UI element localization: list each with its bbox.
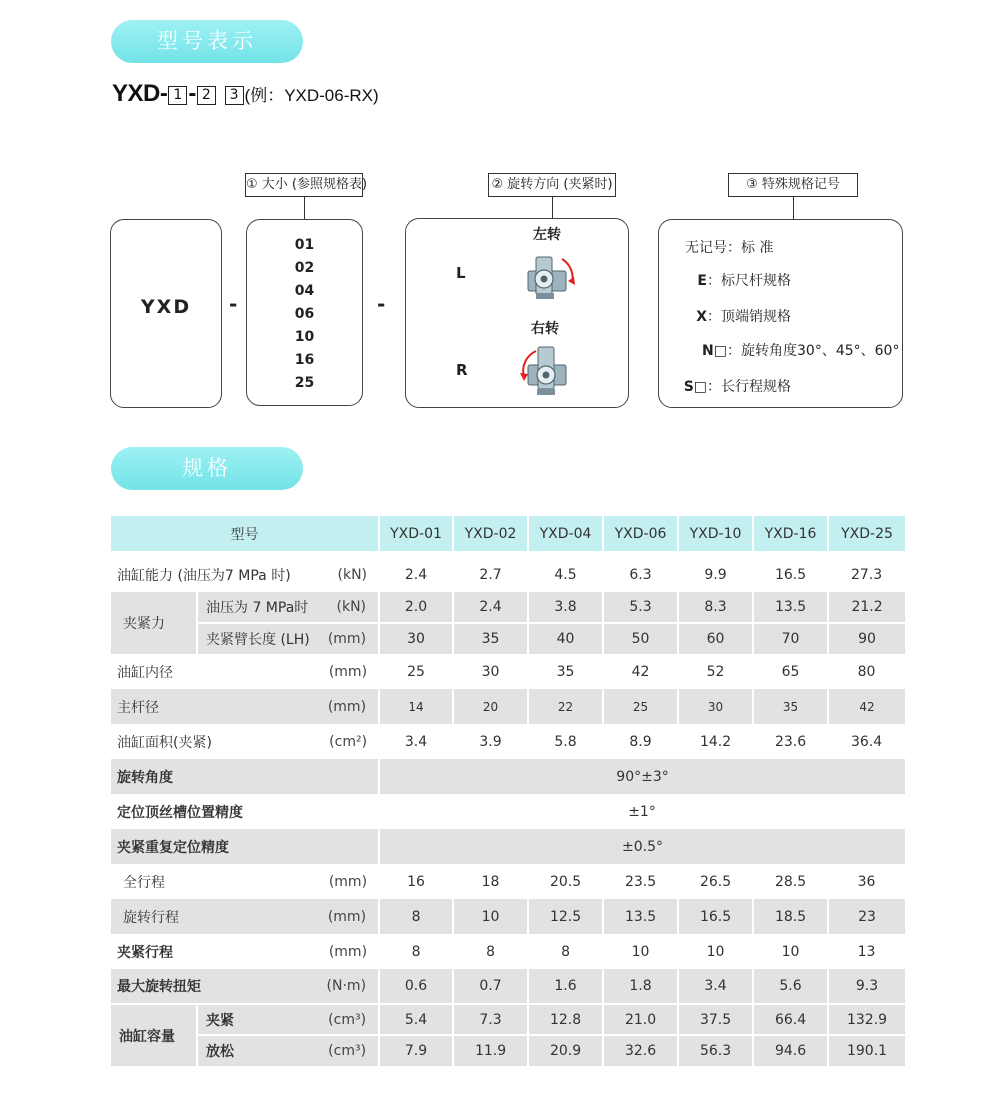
left-turn-clamp-icon bbox=[518, 249, 580, 301]
cell: 2.4 bbox=[404, 566, 428, 583]
cell: 13.5 bbox=[753, 592, 828, 623]
cell: 9.3 bbox=[828, 969, 905, 1004]
row-label: 旋转行程 bbox=[111, 899, 325, 934]
section-title-model: 型号表示 bbox=[111, 20, 303, 63]
cell: 35 bbox=[753, 689, 828, 724]
table-row bbox=[111, 592, 905, 623]
table-row bbox=[111, 969, 905, 1004]
label-rotation: ② 旋转方向 (夹紧时) bbox=[488, 173, 616, 197]
cell: 66.4 bbox=[753, 1004, 828, 1035]
row-unit: (mm) bbox=[325, 899, 379, 934]
cell: 56.3 bbox=[678, 1035, 753, 1066]
cell: 20 bbox=[453, 689, 528, 724]
code-box-3: 3 bbox=[225, 86, 244, 105]
cell: 14 bbox=[379, 689, 453, 724]
row-group-label: 夹紧力 bbox=[111, 592, 197, 654]
cell: 190.1 bbox=[828, 1035, 905, 1066]
cell: 26.5 bbox=[699, 873, 732, 890]
cell: 30 bbox=[379, 623, 453, 654]
cell: 1.6 bbox=[528, 969, 603, 1004]
row-label: 全行程 bbox=[123, 874, 165, 891]
cell: 23.5 bbox=[624, 873, 657, 890]
row-unit: (mm) bbox=[328, 943, 368, 960]
cell: 13 bbox=[857, 943, 876, 960]
cell: 36.4 bbox=[850, 733, 883, 750]
spec-table bbox=[111, 516, 905, 1066]
cell: 132.9 bbox=[828, 1004, 905, 1035]
row-label: 放松 bbox=[197, 1035, 325, 1066]
special-key: S□ bbox=[683, 379, 707, 395]
row-label: 夹紧重复定位精度 bbox=[111, 829, 379, 864]
cell: 12.8 bbox=[528, 1004, 603, 1035]
special-value: ：旋转角度30°、45°、60° bbox=[727, 343, 900, 359]
header-model: YXD-25 bbox=[828, 516, 905, 551]
header-model: YXD-10 bbox=[678, 516, 753, 551]
special-value: ：顶端销规格 bbox=[707, 309, 791, 325]
cell: 40 bbox=[528, 623, 603, 654]
row-unit: (cm²) bbox=[329, 733, 368, 750]
cell-merged: ±0.5° bbox=[379, 829, 905, 864]
cell: 16.5 bbox=[678, 899, 753, 934]
cell: 37.5 bbox=[678, 1004, 753, 1035]
cell: 3.8 bbox=[528, 592, 603, 623]
connector-size bbox=[304, 197, 305, 219]
row-label: 油缸面积(夹紧) bbox=[117, 734, 212, 751]
cell: 3.4 bbox=[404, 733, 428, 750]
code-prefix: YXD- bbox=[112, 80, 168, 107]
cell: 60 bbox=[678, 623, 753, 654]
cell: 0.7 bbox=[453, 969, 528, 1004]
cell-merged: 90°±3° bbox=[379, 759, 905, 794]
row-unit: (mm) bbox=[328, 873, 368, 890]
cell: 70 bbox=[753, 623, 828, 654]
yxd-label: YXD bbox=[140, 296, 192, 318]
cell: 8 bbox=[379, 899, 453, 934]
table-header-row bbox=[111, 516, 905, 551]
cell: 12.5 bbox=[528, 899, 603, 934]
table-row bbox=[111, 724, 905, 759]
section-title-spec: 规格 bbox=[111, 447, 303, 490]
table-row bbox=[111, 829, 905, 864]
cell: 65 bbox=[781, 663, 800, 680]
cell: 6.3 bbox=[629, 566, 652, 583]
size-item: 04 bbox=[294, 283, 315, 299]
row-label: 油缸内径 bbox=[117, 664, 173, 681]
special-key: 无记号 bbox=[685, 240, 727, 256]
size-item: 25 bbox=[294, 375, 315, 391]
cell: 5.8 bbox=[554, 733, 577, 750]
cell: 8 bbox=[411, 943, 421, 960]
cell: 4.5 bbox=[554, 566, 577, 583]
cell: 10 bbox=[453, 899, 528, 934]
size-item: 10 bbox=[294, 329, 315, 345]
table-row bbox=[111, 1035, 905, 1066]
code-box-2: 2 bbox=[197, 86, 216, 105]
cell: 23.6 bbox=[774, 733, 807, 750]
header-model-label: 型号 bbox=[111, 516, 379, 551]
special-key: X bbox=[696, 309, 707, 325]
row-unit: (kN) bbox=[325, 592, 379, 623]
header-model: YXD-01 bbox=[379, 516, 453, 551]
rotation-box bbox=[405, 218, 629, 408]
special-key: E bbox=[697, 273, 707, 289]
cell: 35 bbox=[453, 623, 528, 654]
cell: 10 bbox=[631, 943, 650, 960]
cell: 3.9 bbox=[479, 733, 502, 750]
cell: 50 bbox=[603, 623, 678, 654]
table-row bbox=[111, 1004, 905, 1035]
row-label: 最大旋转扭矩 bbox=[111, 969, 325, 1004]
row-label: 定位顶丝槽位置精度 bbox=[117, 804, 243, 821]
row-unit: (cm³) bbox=[325, 1004, 379, 1035]
cell: 11.9 bbox=[453, 1035, 528, 1066]
cell: 8 bbox=[561, 943, 570, 960]
size-item: 16 bbox=[294, 352, 315, 368]
table-row bbox=[111, 654, 905, 689]
cell-merged: ±1° bbox=[628, 803, 656, 820]
cell: 5.4 bbox=[379, 1004, 453, 1035]
model-code-line bbox=[112, 80, 379, 108]
cell: 90 bbox=[828, 623, 905, 654]
header-model: YXD-04 bbox=[528, 516, 603, 551]
special-value: ：长行程规格 bbox=[707, 379, 791, 395]
row-label: 油压为 7 MPa时 bbox=[197, 592, 325, 623]
row-unit: (cm³) bbox=[325, 1035, 379, 1066]
cell: 32.6 bbox=[603, 1035, 678, 1066]
size-item: 02 bbox=[294, 260, 315, 276]
right-turn-label: 右转 bbox=[531, 321, 559, 337]
cell: 13.5 bbox=[603, 899, 678, 934]
cell: 8.3 bbox=[678, 592, 753, 623]
cell: 52 bbox=[706, 663, 725, 680]
special-value: ：标尺杆规格 bbox=[707, 273, 791, 289]
row-unit: (N·m) bbox=[325, 969, 379, 1004]
row-unit: (mm) bbox=[325, 689, 379, 724]
header-model: YXD-06 bbox=[603, 516, 678, 551]
special-row bbox=[685, 237, 773, 257]
header-model: YXD-16 bbox=[753, 516, 828, 551]
cell: 25 bbox=[407, 663, 425, 680]
size-box bbox=[246, 219, 363, 406]
cell: 28.5 bbox=[774, 873, 807, 890]
row-unit: (mm) bbox=[325, 623, 379, 654]
rotation-R: R bbox=[456, 361, 468, 379]
code-box-1: 1 bbox=[168, 86, 187, 105]
size-item: 01 bbox=[294, 237, 315, 253]
cell: 18 bbox=[481, 873, 500, 890]
row-label: 夹紧 bbox=[197, 1004, 325, 1035]
special-box bbox=[658, 219, 903, 408]
diagram-dash-2: - bbox=[377, 292, 386, 316]
cell: 80 bbox=[857, 663, 876, 680]
table-row bbox=[111, 899, 905, 934]
right-turn-clamp-icon bbox=[510, 343, 576, 399]
header-model: YXD-02 bbox=[453, 516, 528, 551]
cell: 42 bbox=[828, 689, 905, 724]
cell: 8.9 bbox=[629, 733, 652, 750]
cell: 42 bbox=[631, 663, 650, 680]
rotation-L: L bbox=[456, 264, 466, 282]
cell: 0.6 bbox=[379, 969, 453, 1004]
cell: 14.2 bbox=[699, 733, 732, 750]
connector-special bbox=[793, 197, 794, 219]
cell: 16.5 bbox=[774, 566, 807, 583]
cell: 20.9 bbox=[528, 1035, 603, 1066]
special-row bbox=[659, 376, 791, 396]
diagram-dash-1: - bbox=[229, 292, 238, 316]
special-row bbox=[659, 306, 791, 326]
table-row bbox=[111, 794, 905, 829]
code-dash: - bbox=[188, 80, 196, 107]
cell: 5.6 bbox=[753, 969, 828, 1004]
label-size: ① 大小 (参照规格表) bbox=[245, 173, 363, 197]
cell: 1.8 bbox=[603, 969, 678, 1004]
code-example: (例：YXD-06-RX) bbox=[244, 86, 379, 105]
size-item: 06 bbox=[294, 306, 315, 322]
row-label: 夹紧行程 bbox=[117, 944, 173, 961]
table-row bbox=[111, 864, 905, 899]
cell: 8 bbox=[486, 943, 495, 960]
cell: 25 bbox=[603, 689, 678, 724]
cell: 10 bbox=[706, 943, 725, 960]
connector-rotation bbox=[552, 197, 553, 218]
cell: 3.4 bbox=[678, 969, 753, 1004]
cell: 22 bbox=[528, 689, 603, 724]
row-unit: (mm) bbox=[328, 663, 368, 680]
row-label: 主杆径 bbox=[111, 689, 325, 724]
row-label: 旋转角度 bbox=[111, 759, 379, 794]
label-special: ③ 特殊规格记号 bbox=[728, 173, 858, 197]
cell: 18.5 bbox=[753, 899, 828, 934]
cell: 27.3 bbox=[850, 566, 883, 583]
table-row bbox=[111, 689, 905, 724]
row-group-label: 油缸容量 bbox=[111, 1004, 197, 1066]
cell: 23 bbox=[828, 899, 905, 934]
special-value: ：标 准 bbox=[727, 240, 774, 256]
cell: 30 bbox=[481, 663, 500, 680]
cell: 20.5 bbox=[549, 873, 582, 890]
special-row bbox=[659, 270, 791, 290]
cell: 16 bbox=[407, 873, 425, 890]
cell: 36 bbox=[857, 873, 876, 890]
cell: 35 bbox=[556, 663, 575, 680]
left-turn-label: 左转 bbox=[533, 227, 561, 243]
table-row bbox=[111, 623, 905, 654]
yxd-box bbox=[110, 219, 222, 408]
row-label: 油缸能力 (油压为7 MPa 时) bbox=[117, 567, 291, 584]
cell: 7.3 bbox=[453, 1004, 528, 1035]
cell: 7.9 bbox=[379, 1035, 453, 1066]
cell: 2.4 bbox=[453, 592, 528, 623]
cell: 2.7 bbox=[479, 566, 502, 583]
cell: 9.9 bbox=[704, 566, 727, 583]
cell: 2.0 bbox=[379, 592, 453, 623]
cell: 21.0 bbox=[603, 1004, 678, 1035]
cell: 94.6 bbox=[753, 1035, 828, 1066]
special-row bbox=[679, 340, 899, 360]
row-unit: (kN) bbox=[337, 566, 368, 583]
cell: 21.2 bbox=[828, 592, 905, 623]
cell: 10 bbox=[781, 943, 800, 960]
table-row bbox=[111, 934, 905, 969]
row-label: 夹紧臂长度 (LH) bbox=[197, 623, 325, 654]
size-list bbox=[247, 234, 362, 395]
cell: 5.3 bbox=[603, 592, 678, 623]
cell: 30 bbox=[678, 689, 753, 724]
table-row bbox=[111, 759, 905, 794]
special-key: N□ bbox=[702, 343, 727, 359]
table-row bbox=[111, 557, 905, 592]
